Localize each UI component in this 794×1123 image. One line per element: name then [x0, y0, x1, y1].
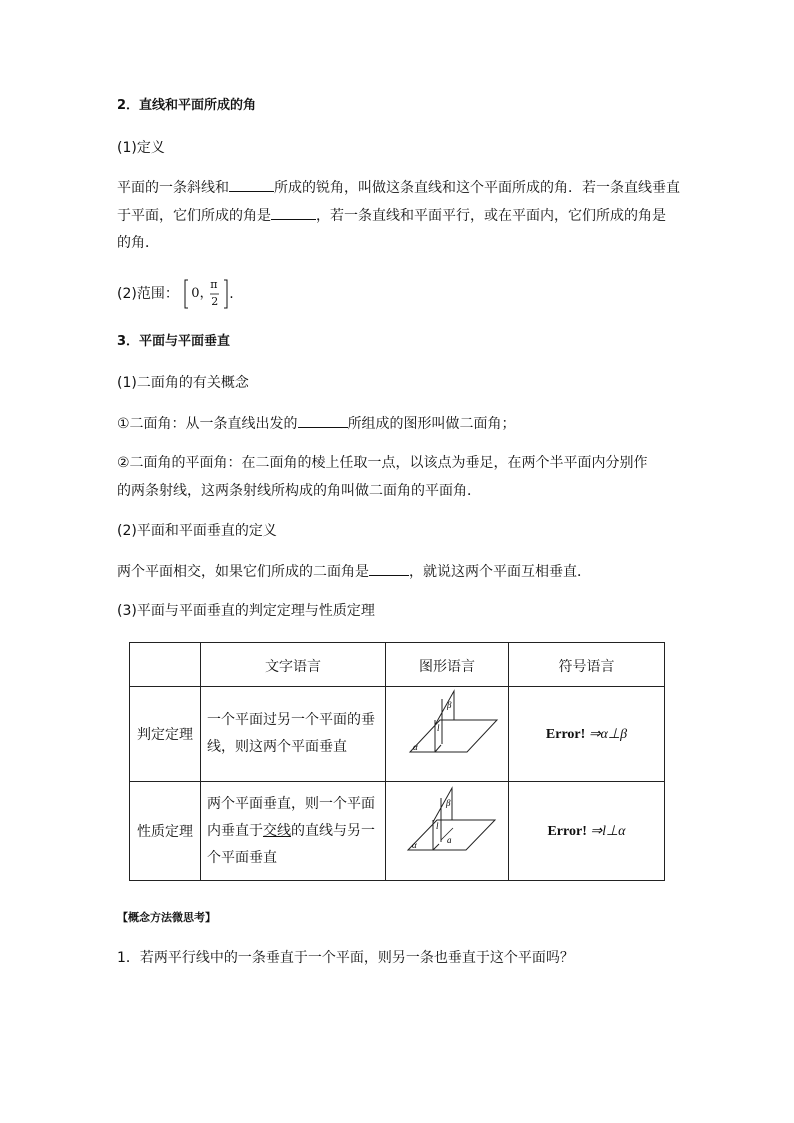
table-row [130, 687, 665, 782]
text-fragment: 的直线与另一 [291, 822, 375, 839]
row-label-criterion: 判定定理 [130, 687, 201, 782]
definition-label: (1)定义 [117, 140, 165, 156]
fill-blank [229, 177, 274, 192]
paragraph-line-2 [117, 205, 666, 226]
symbol-statement: ⇒l⊥α [590, 823, 626, 839]
symbol-statement: ⇒α⊥β [588, 726, 628, 742]
property-diagram [386, 782, 509, 876]
text-line: 线，则这两个平面垂直 [207, 739, 347, 755]
beta-label: β [446, 798, 451, 808]
table-header-cell [130, 643, 201, 687]
range-label: (2)范围： [117, 286, 179, 302]
row-label-property: 性质定理 [130, 782, 201, 881]
thinking-heading: 【概念方法微思考】 [117, 911, 216, 924]
text-fragment: 内垂直于 [207, 822, 263, 839]
alpha-label: α [412, 840, 417, 850]
table-header-cell: 文字语言 [201, 643, 386, 687]
text-fragment: 两个平面相交，如果它们所成的二面角是 [117, 564, 369, 580]
subheading-theorems: (3)平面与平面垂直的判定定理与性质定理 [117, 603, 375, 619]
table-header-cell: 符号语言 [509, 643, 665, 687]
fill-blank [369, 561, 409, 576]
text-fragment: 平面的一条斜线和 [117, 180, 229, 196]
table-header-cell: 图形语言 [386, 643, 509, 687]
table-row [130, 782, 665, 881]
property-text [201, 782, 386, 881]
error-field: Error! [545, 726, 586, 742]
subheading-dihedral: (1)二面角的有关概念 [117, 375, 249, 391]
text-fragment: ①二面角：从一条直线出发的 [117, 416, 298, 432]
item-plane-angle-line-2: 的两条射线，这两条射线所构成的角叫做二面角的平面角． [117, 483, 481, 499]
perpendicular-definition [117, 561, 591, 582]
section-heading-3: 3．平面与平面垂直 [117, 334, 231, 349]
text-fragment: 所组成的图形叫做二面角； [347, 416, 516, 432]
item-dihedral-angle [117, 413, 516, 434]
range-numerator: π [210, 278, 218, 291]
l-label: l [436, 821, 439, 831]
fill-blank [271, 205, 316, 220]
a-label: a [447, 835, 452, 845]
theorem-table [129, 642, 665, 881]
criterion-symbol [509, 687, 665, 782]
criterion-diagram [386, 687, 509, 777]
underlined-term: 交线 [263, 822, 291, 839]
text-line [207, 818, 385, 845]
subheading-perpendicular-def: (2)平面和平面垂直的定义 [117, 523, 277, 539]
range-interval [183, 278, 229, 310]
fill-blank [298, 413, 348, 428]
table-header-row [130, 643, 665, 687]
alpha-label: α [413, 742, 418, 752]
section-heading-2: 2．直线和平面所成的角 [117, 98, 257, 113]
error-field: Error! [547, 823, 587, 839]
property-figure [386, 782, 509, 881]
question-1: 1．若两平行线中的一条垂直于一个平面，则另一条也垂直于这个平面吗？ [117, 950, 574, 966]
text-line: 两个平面垂直，则一个平面 [207, 795, 375, 812]
property-symbol [509, 782, 665, 881]
criterion-figure [386, 687, 509, 782]
range-line [117, 278, 234, 310]
range-denominator: 2 [211, 295, 219, 308]
l-label: l [437, 723, 440, 733]
text-fragment: 于平面，它们所成的角是 [117, 208, 271, 224]
range-lower: 0， [191, 286, 213, 301]
paragraph-line-1 [117, 177, 680, 198]
text-fragment: ，就说这两个平面互相垂直． [409, 564, 591, 580]
criterion-text [201, 687, 386, 782]
beta-label: β [447, 700, 452, 710]
text-line: 一个平面过另一个平面的垂 [207, 712, 375, 728]
paragraph-line-3: 的角． [117, 235, 159, 251]
text-fragment: 所成的锐角，叫做这条直线和这个平面所成的角．若一条直线垂直 [274, 180, 680, 196]
text-fragment: ，若一条直线和平面平行，或在平面内，它们所成的角是 [316, 208, 666, 224]
range-end: . [229, 286, 234, 302]
text-line: 个平面垂直 [207, 849, 277, 866]
item-plane-angle-line-1: ②二面角的平面角：在二面角的棱上任取一点，以该点为垂足，在两个半平面内分别作 [117, 455, 648, 471]
